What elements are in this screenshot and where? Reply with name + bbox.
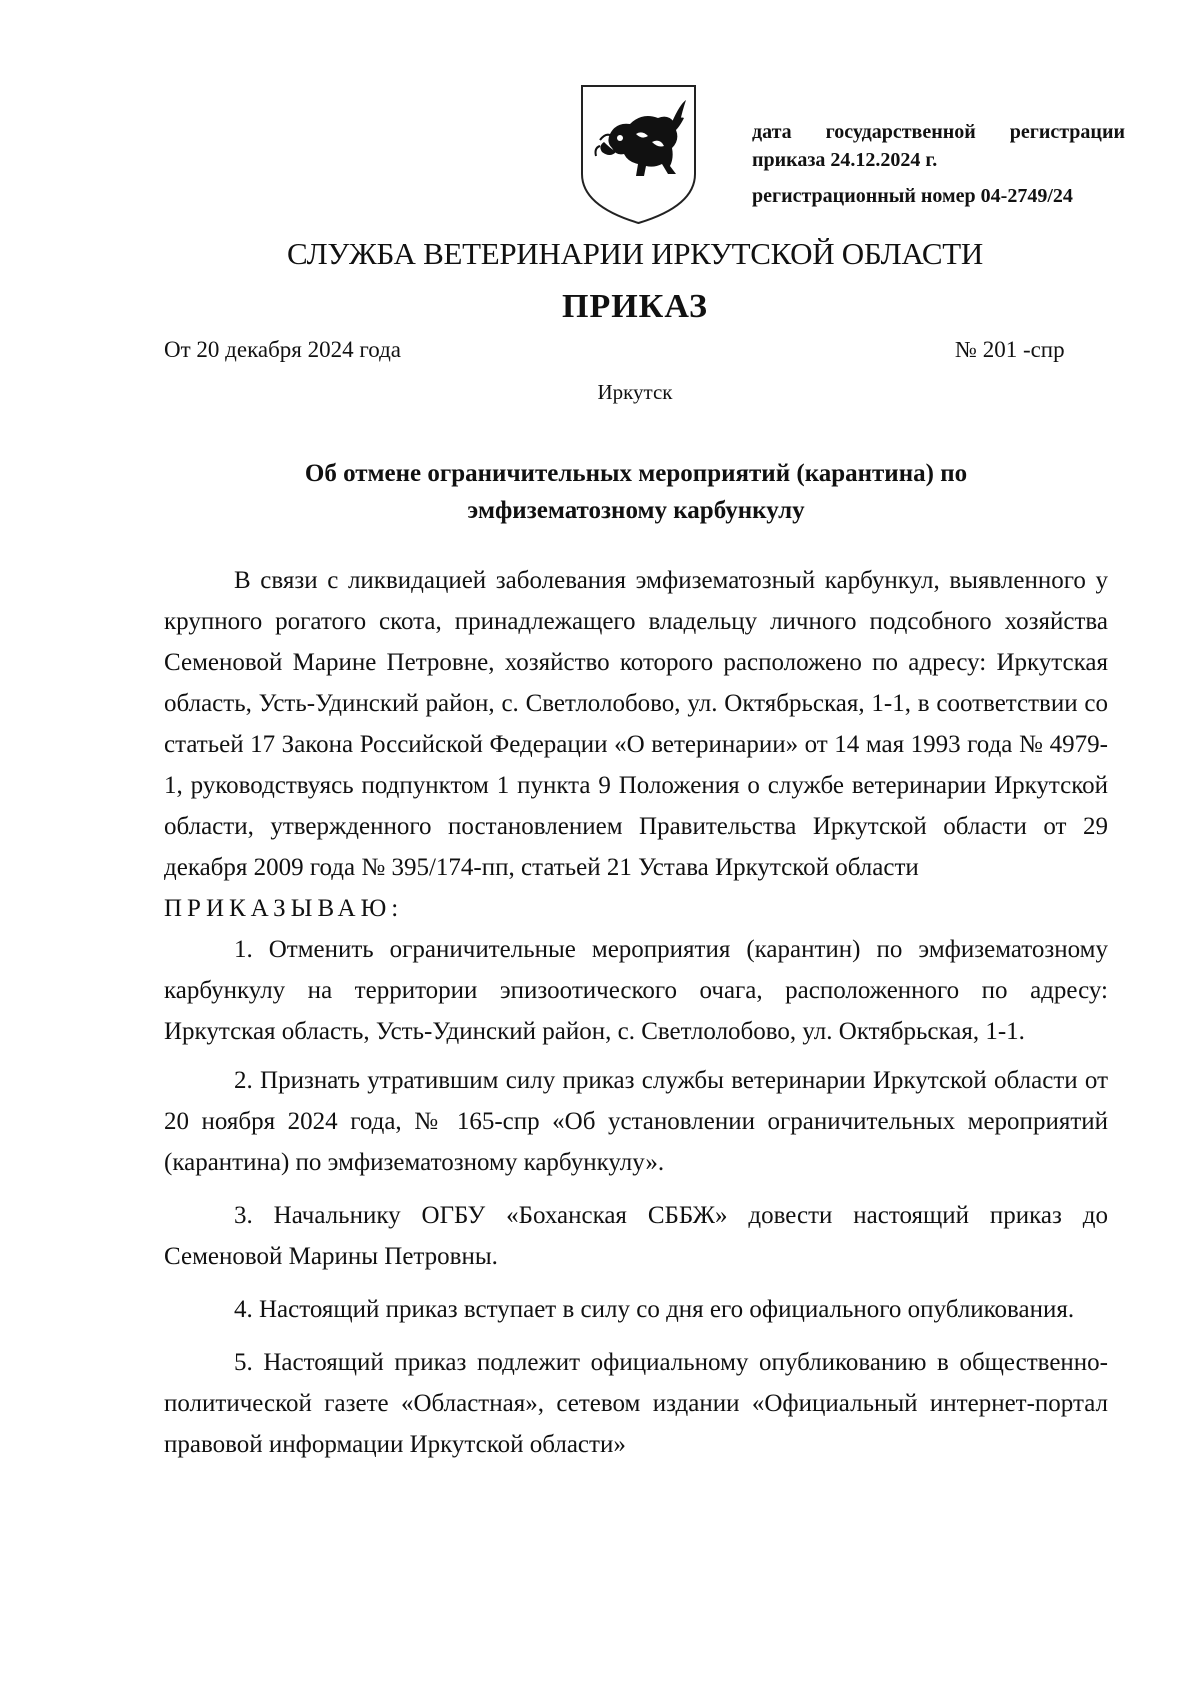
registration-date-label: дата государственной регистрации: [752, 121, 1125, 143]
document-title-line1: Об отмене ограничительных мероприятий (карантина) по: [304, 460, 968, 487]
order-item: 1. Отменить ограничительные мероприятия (карантин) по эмфизематозному карбункулу на территории эпизоотического очага, расположенного по адресу: Иркутская область, Усть-Удинский район, с. Светлолобово, ул. Октябрьская, 1-1.: [164, 936, 1108, 1045]
order-word: ПРИКАЗЫВАЮ:: [164, 895, 404, 922]
document-body: [164, 560, 1108, 1465]
order-item: 4. Настоящий приказ вступает в силу со дня его официального опубликования.: [234, 1296, 1075, 1323]
coat-of-arms-icon: [576, 82, 701, 227]
preamble-paragraph: В связи с ликвидацией заболевания эмфизематозный карбункул, выявленного у крупного рогатого скота, принадлежащего владельцу личного подсобного хозяйства Семеновой Марине Петровне, хозяйство которого расположено по адресу: Иркутская область, Усть-Удинский район, с. Светлолобово, ул. Октябрьская, 1-1, в соответствии со статьей 17 Закона Российской Федерации «О ветеринарии» от 14 мая 1993 года № 4979-1, руководствуясь подпунктом 1 пункта 9 Положения о службе ветеринарии Иркутской области, утвержденного постановлением Правительства Иркутской области от 29 декабря 2009 года № 395/174-пп, статьей 21 Устава Иркутской области: [164, 567, 1108, 881]
order-item: 2. Признать утратившим силу приказ службы ветеринарии Иркутской области от 20 ноября 2024 года, № 165-спр «Об установлении ограничительных мероприятий (карантина) по эмфизематозному карбункулу».: [164, 1067, 1108, 1176]
order-item: 5. Настоящий приказ подлежит официальному опубликованию в общественно-политической газете «Областная», сетевом издании «Официальный интернет-портал правовой информации Иркутской области»: [164, 1349, 1108, 1458]
registration-number: регистрационный номер 04-2749/24: [752, 185, 1073, 207]
document-city: Иркутск: [597, 380, 673, 404]
date-number-line: [164, 337, 1064, 363]
order-item: 3. Начальнику ОГБУ «Боханская СББЖ» довести настоящий приказ до Семеновой Марины Петровны.: [164, 1202, 1108, 1270]
document-title-line2: эмфизематозному карбункулу: [467, 497, 805, 524]
document-type: ПРИКАЗ: [562, 288, 708, 325]
document-title: [164, 455, 1108, 529]
document-date: От 20 декабря 2024 года: [164, 337, 401, 362]
registration-info: [752, 118, 1152, 210]
document-number: № 201 -спр: [955, 337, 1065, 362]
registration-date: приказа 24.12.2024 г.: [752, 149, 938, 171]
organization-name: СЛУЖБА ВЕТЕРИНАРИИ ИРКУТСКОЙ ОБЛАСТИ: [287, 236, 983, 271]
